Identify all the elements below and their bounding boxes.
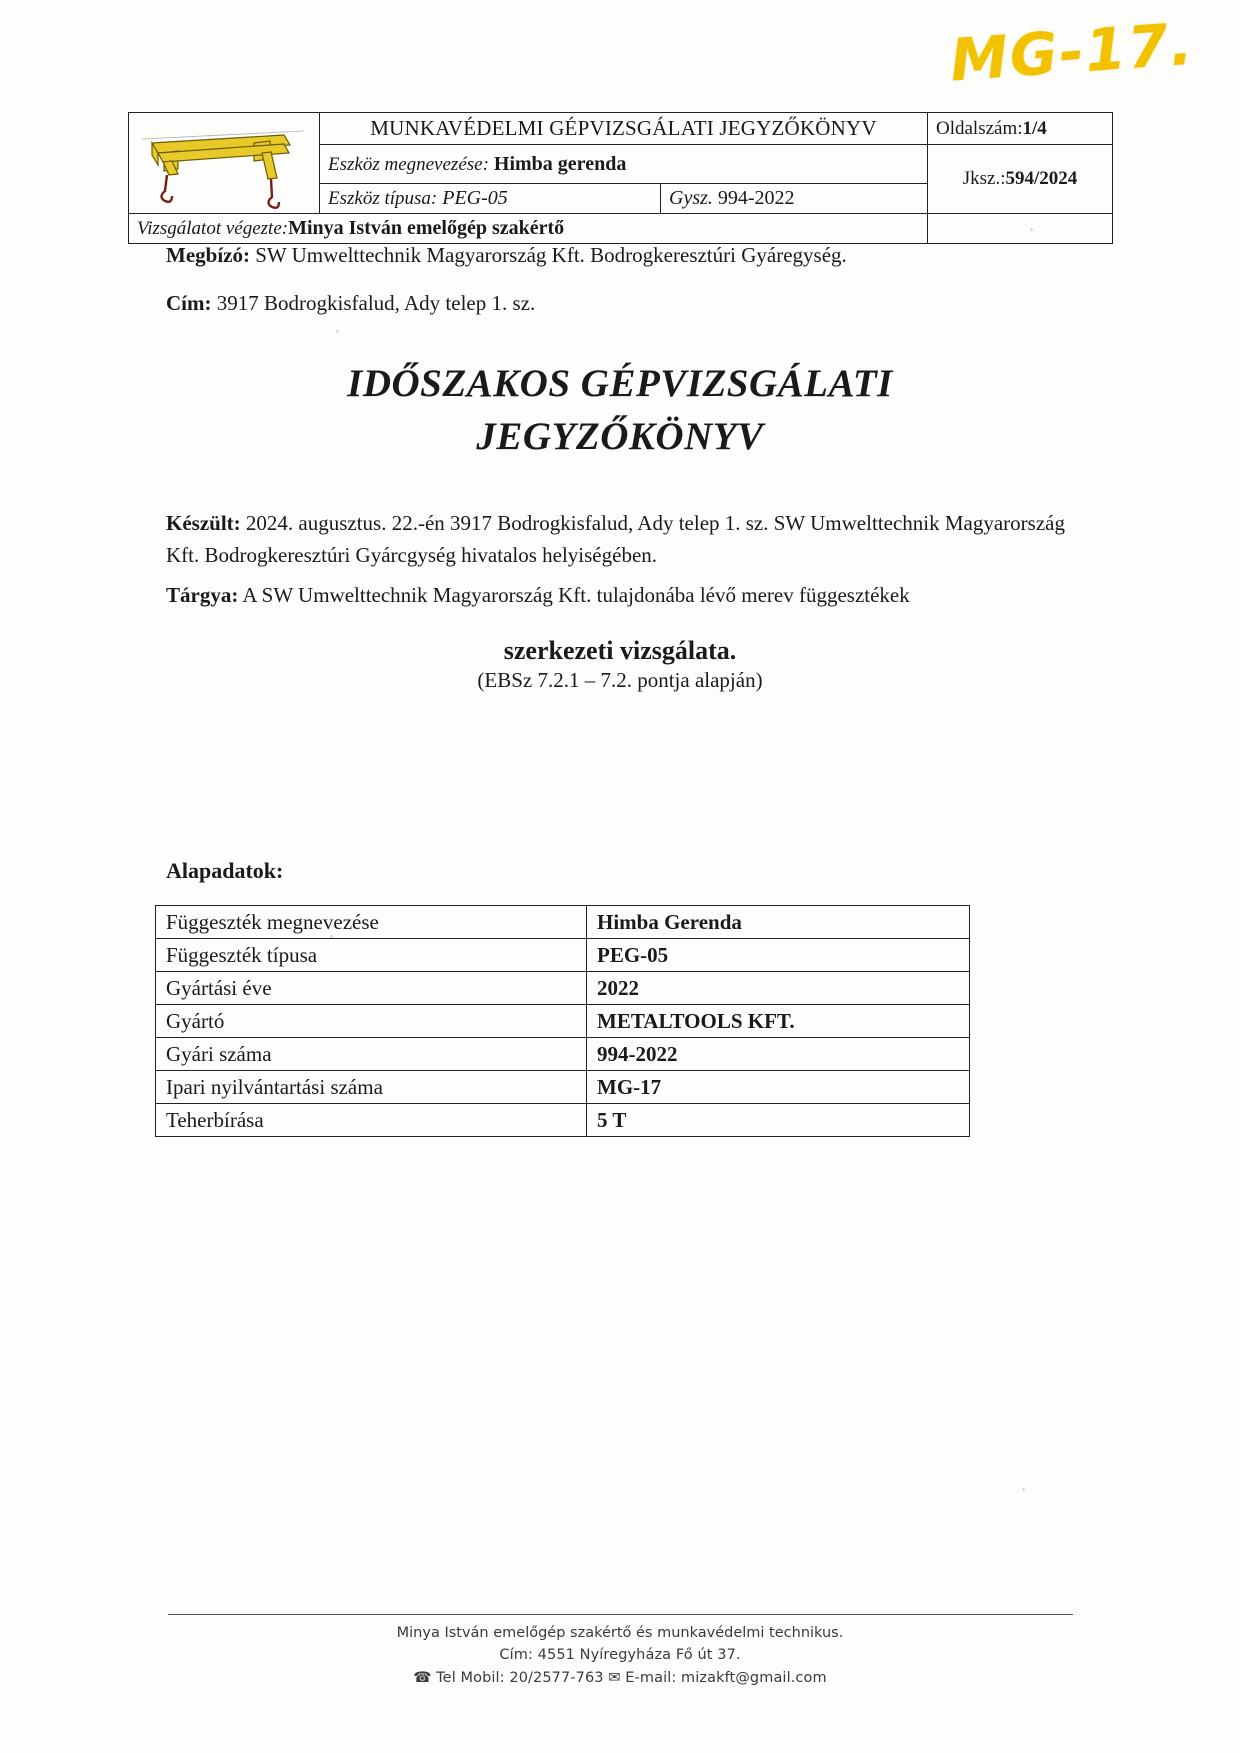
row-key: Gyártó	[156, 1005, 587, 1038]
basic-data-heading: Alapadatok:	[166, 858, 284, 883]
table-row	[156, 939, 970, 972]
standard-reference: (EBSz 7.2.1 – 7.2. pontja alapján)	[477, 668, 763, 692]
record-number-cell	[928, 145, 1113, 214]
table-row	[156, 1104, 970, 1137]
footer-line-3: ☎ Tel Mobil: 20/2577-763 ✉ E-mail: mizakft@gmail.com	[413, 1669, 827, 1686]
row-value: MG-17	[587, 1071, 970, 1104]
document-title-line-2: JEGYZŐKÖNYV	[476, 414, 764, 458]
inspector-value: Minya István emelőgép szakértő	[288, 217, 565, 239]
handwritten-id-mark: MG-17.	[947, 9, 1197, 95]
serial-number-cell	[661, 184, 928, 214]
client-label: Megbízó:	[166, 243, 250, 267]
prepared-paragraph	[166, 508, 1066, 571]
himba-gerenda-icon	[134, 113, 314, 213]
table-row	[156, 1038, 970, 1071]
table-row	[156, 1071, 970, 1104]
row-value: METALTOOLS KFT.	[587, 1005, 970, 1038]
footer-line-2: Cím: 4551 Nyíregyháza Fő út 37.	[499, 1647, 741, 1664]
page-number-label: Oldalszám:	[936, 117, 1023, 139]
footer-divider	[168, 1614, 1073, 1615]
device-name-cell	[320, 145, 928, 184]
serial-number-value: 994-2022	[717, 187, 795, 209]
row-value: 994-2022	[587, 1038, 970, 1071]
row-value: 5 T	[587, 1104, 970, 1137]
table-row	[156, 1005, 970, 1038]
device-name-label: Eszköz megnevezése:	[328, 153, 489, 175]
prepared-text: 2024. augusztus. 22.-én 3917 Bodrogkisfalud, Ady telep 1. sz. SW Umwelttechnik Magyarország Kft. Bodrogkeresztúri Gyárcgység hivatalos helyiségében.	[166, 511, 1065, 567]
document-main-title	[0, 358, 1240, 463]
page-number-value: 1/4	[1022, 117, 1047, 139]
inspector-cell	[129, 214, 928, 244]
header-main-title: MUNKAVÉDELMI GÉPVIZSGÁLATI JEGYZŐKÖNYV	[320, 113, 928, 145]
prepared-label: Készült:	[166, 511, 241, 535]
serial-number-label: Gysz.	[669, 187, 713, 209]
address-value: 3917 Bodrogkisfalud, Ady telep 1. sz.	[216, 291, 536, 315]
document-title-line-1: IDŐSZAKOS GÉPVIZSGÁLATI	[347, 362, 893, 405]
row-value: Himba Gerenda	[587, 906, 970, 939]
device-type-label: Eszköz típusa:	[328, 188, 438, 209]
record-number-value: 594/2024	[1005, 168, 1078, 189]
device-type-value: PEG-05	[442, 187, 508, 209]
record-number-label: Jksz.:	[962, 168, 1006, 189]
client-value: SW Umwelttechnik Magyarország Kft. Bodrogkeresztúri Gyáregység.	[255, 243, 847, 267]
subject-text: A SW Umwelttechnik Magyarország Kft. tulajdonába lévő merev függesztékek	[242, 583, 910, 607]
device-illustration	[129, 113, 320, 214]
address-line	[166, 288, 535, 318]
client-line	[166, 240, 847, 270]
scan-speck	[1030, 228, 1033, 231]
scan-speck	[330, 935, 333, 938]
row-value: 2022	[587, 972, 970, 1005]
inspector-label: Vizsgálatot végezte:	[137, 218, 289, 239]
row-key: Gyári száma	[156, 1038, 587, 1071]
scan-speck	[336, 330, 339, 333]
scan-speck	[1022, 1488, 1025, 1491]
device-type-cell	[320, 184, 661, 214]
page-footer	[0, 1622, 1240, 1689]
row-key: Teherbírása	[156, 1104, 587, 1137]
row-key: Függeszték megnevezése	[156, 906, 587, 939]
row-key: Függeszték típusa	[156, 939, 587, 972]
document-header-table	[128, 112, 1113, 244]
table-row	[156, 972, 970, 1005]
subject-label: Tárgya:	[166, 583, 239, 607]
device-name-value: Himba gerenda	[493, 152, 627, 175]
row-key: Ipari nyilvántartási száma	[156, 1071, 587, 1104]
address-label: Cím:	[166, 291, 212, 315]
page-number-cell	[928, 113, 1113, 145]
subject-emphasis: szerkezeti vizsgálata.	[503, 636, 737, 665]
table-row	[156, 906, 970, 939]
subject-paragraph	[166, 583, 1086, 608]
basic-data-table	[155, 905, 970, 1137]
footer-line-1: Minya István emelőgép szakértő és munkavédelmi technikus.	[396, 1625, 844, 1641]
row-value: PEG-05	[587, 939, 970, 972]
row-key: Gyártási éve	[156, 972, 587, 1005]
